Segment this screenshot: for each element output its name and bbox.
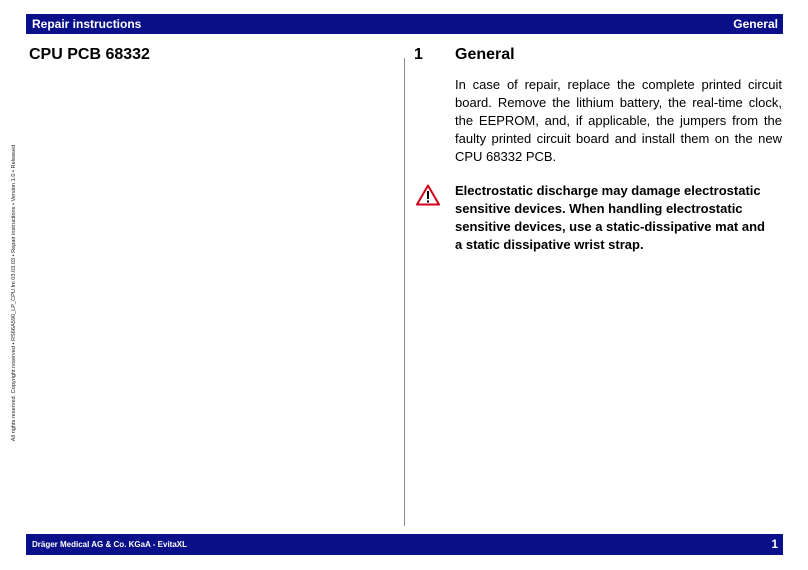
page-title: CPU PCB 68332 (29, 46, 150, 63)
header-chapter-label: General (733, 17, 778, 31)
footer-company: Dräger Medical AG & Co. KGaA - EvitaXL (32, 540, 187, 549)
header-section-label: Repair instructions (32, 17, 142, 31)
column-divider (404, 58, 405, 526)
warning-triangle-icon (416, 184, 440, 206)
footer-bar (26, 534, 783, 555)
copyright-notice: All rights reserved. Copyright reserved • RS66A590_LP_CPU.fm 03.03.03 • Repair instructions • Version 1.0 • Released (11, 144, 17, 442)
section-number: 1 (414, 46, 423, 63)
esd-warning-text: Electrostatic discharge may damage electrostatic sensitive devices. When handling electrostatic sensitive devices, use a static-dissipative mat and a static dissipative wrist strap. (455, 183, 765, 252)
section-body-text: In case of repair, replace the complete printed circuit board. Remove the lithium battery, the real-time clock, the EEPROM, and, if applicable, the jumpers from the faulty printed circuit board and install them on the new CPU 68332 PCB. (455, 77, 782, 164)
page-number: 1 (771, 537, 778, 551)
header-bar (26, 14, 783, 34)
section-title: General (455, 46, 515, 63)
